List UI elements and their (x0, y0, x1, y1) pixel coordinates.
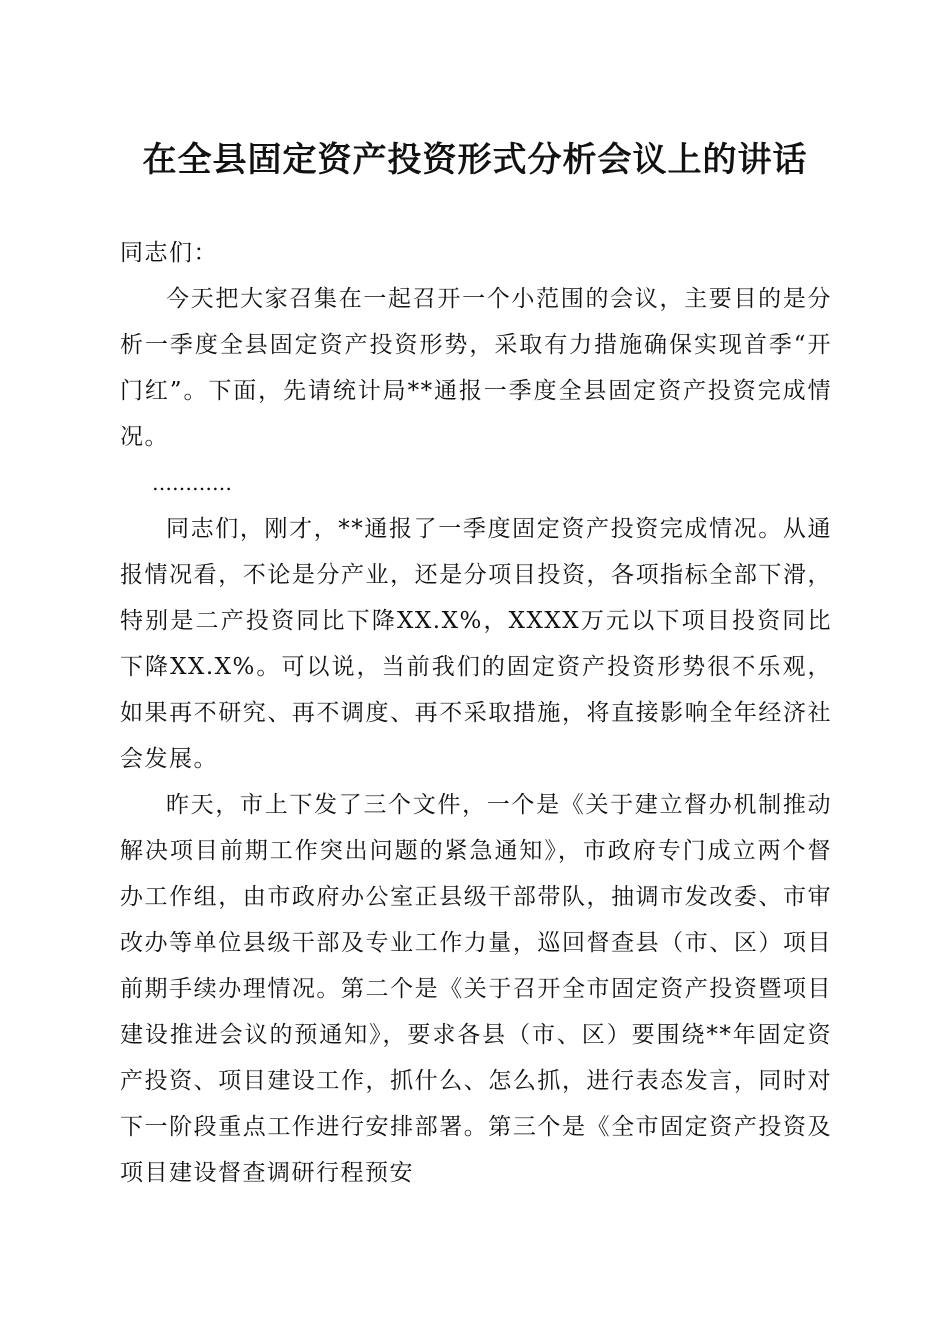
ellipsis-line: ………… (152, 471, 232, 495)
document-title: 在全县固定资产投资形式分析会议上的讲话 (142, 140, 808, 180)
paragraph-situation: 同志们，刚才，**通报了一季度固定资产投资完成情况。从通报情况看，不论是分产业，还是分项目投资，各项指标全部下滑，特别是二产投资同比下降XX.X%，XXXX万元以下项目投资同比下降XX.X%。可以说，当前我们的固定资产投资形势很不乐观，如果再不研究、再不调度、再不采取措施，将直接影响全年经济社会发展。 (120, 516, 832, 772)
salutation: 同志们： (120, 240, 218, 266)
paragraph-documents: 昨天，市上下发了三个文件，一个是《关于建立督办机制推动解决项目前期工作突出问题的紧急通知》，市政府专门成立两个督办工作组，由市政府办公室正县级干部带队，抽调市发改委、市审改办等单位县级干部及专业工作力量，巡回督查县（市、区）项目前期手续办理情况。第二个是《关于召开全市固定资产投资暨项目建设推进会议的预通知》，要求各县（市、区）要围绕**年固定资产投资、项目建设工作，抓什么、怎么抓，进行表态发言，同时对下一阶段重点工作进行安排部署。第三个是《全市固定资产投资及项目建设督查调研行程预安 (120, 792, 832, 1186)
paragraph-opening: 今天把大家召集在一起召开一个小范围的会议，主要目的是分析一季度全县固定资产投资形势，采取有力措施确保实现首季“开门红”。下面，先请统计局**通报一季度全县固定资产投资完成情况。 (120, 286, 832, 450)
document-body (120, 230, 832, 1196)
